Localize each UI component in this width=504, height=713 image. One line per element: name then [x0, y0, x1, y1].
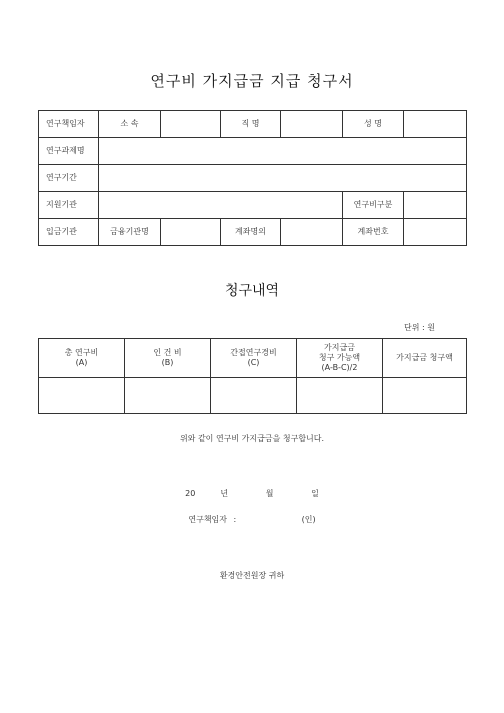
claimable-advance-field[interactable]	[297, 378, 383, 414]
account-number-label: 계좌번호	[343, 219, 404, 246]
personnel-cost-field[interactable]	[125, 378, 211, 414]
claim-amount-table	[38, 338, 467, 414]
recipient-line: 환경안전원장 귀하	[219, 571, 285, 580]
period-label: 연구기간	[39, 165, 99, 192]
bank-name-label: 금융기관명	[99, 219, 161, 246]
applicant-info-table	[38, 110, 467, 246]
affiliation-field[interactable]	[161, 111, 221, 138]
page-title: 연구비 가지급금 지급 청구서	[150, 72, 354, 90]
deposit-label: 입금기관	[39, 219, 99, 246]
table-row	[39, 165, 467, 192]
name-field[interactable]	[404, 111, 467, 138]
personnel-cost-header: 인 건 비 (B)	[125, 339, 211, 378]
account-holder-field[interactable]	[281, 219, 343, 246]
period-field[interactable]	[99, 165, 467, 192]
date-line: 20 년 월 일	[185, 489, 319, 498]
account-number-field[interactable]	[404, 219, 467, 246]
total-fund-header: 총 연구비 (A)	[39, 339, 125, 378]
total-fund-field[interactable]	[39, 378, 125, 414]
account-holder-label: 계좌명의	[221, 219, 281, 246]
section-title: 청구내역	[224, 283, 280, 299]
funding-agency-label: 지원기관	[39, 192, 99, 219]
fund-category-label: 연구비구분	[343, 192, 404, 219]
table-row	[39, 339, 467, 378]
table-row	[39, 192, 467, 219]
project-name-field[interactable]	[99, 138, 467, 165]
bank-name-field[interactable]	[161, 219, 221, 246]
project-name-label: 연구과제명	[39, 138, 99, 165]
funding-agency-field[interactable]	[99, 192, 343, 219]
table-row	[39, 219, 467, 246]
table-row	[39, 111, 467, 138]
indirect-cost-header: 간접연구경비 (C)	[211, 339, 297, 378]
advance-claim-header: 가지급금 청구액	[383, 339, 467, 378]
position-label: 직 명	[221, 111, 281, 138]
unit-label: 단위 : 원	[404, 323, 435, 332]
fund-category-field[interactable]	[404, 192, 467, 219]
claimable-advance-header: 가지급금 청구 가능액 (A-B-C)/2	[297, 339, 383, 378]
signer-line: 연구책임자 : (인)	[188, 515, 316, 524]
name-label: 성 명	[343, 111, 404, 138]
table-row	[39, 138, 467, 165]
researcher-label: 연구책임자	[39, 111, 99, 138]
claim-statement: 위와 같이 연구비 가지급금을 청구합니다.	[179, 434, 325, 443]
table-row	[39, 378, 467, 414]
position-field[interactable]	[281, 111, 343, 138]
advance-claim-field[interactable]	[383, 378, 467, 414]
indirect-cost-field[interactable]	[211, 378, 297, 414]
affiliation-label: 소 속	[99, 111, 161, 138]
